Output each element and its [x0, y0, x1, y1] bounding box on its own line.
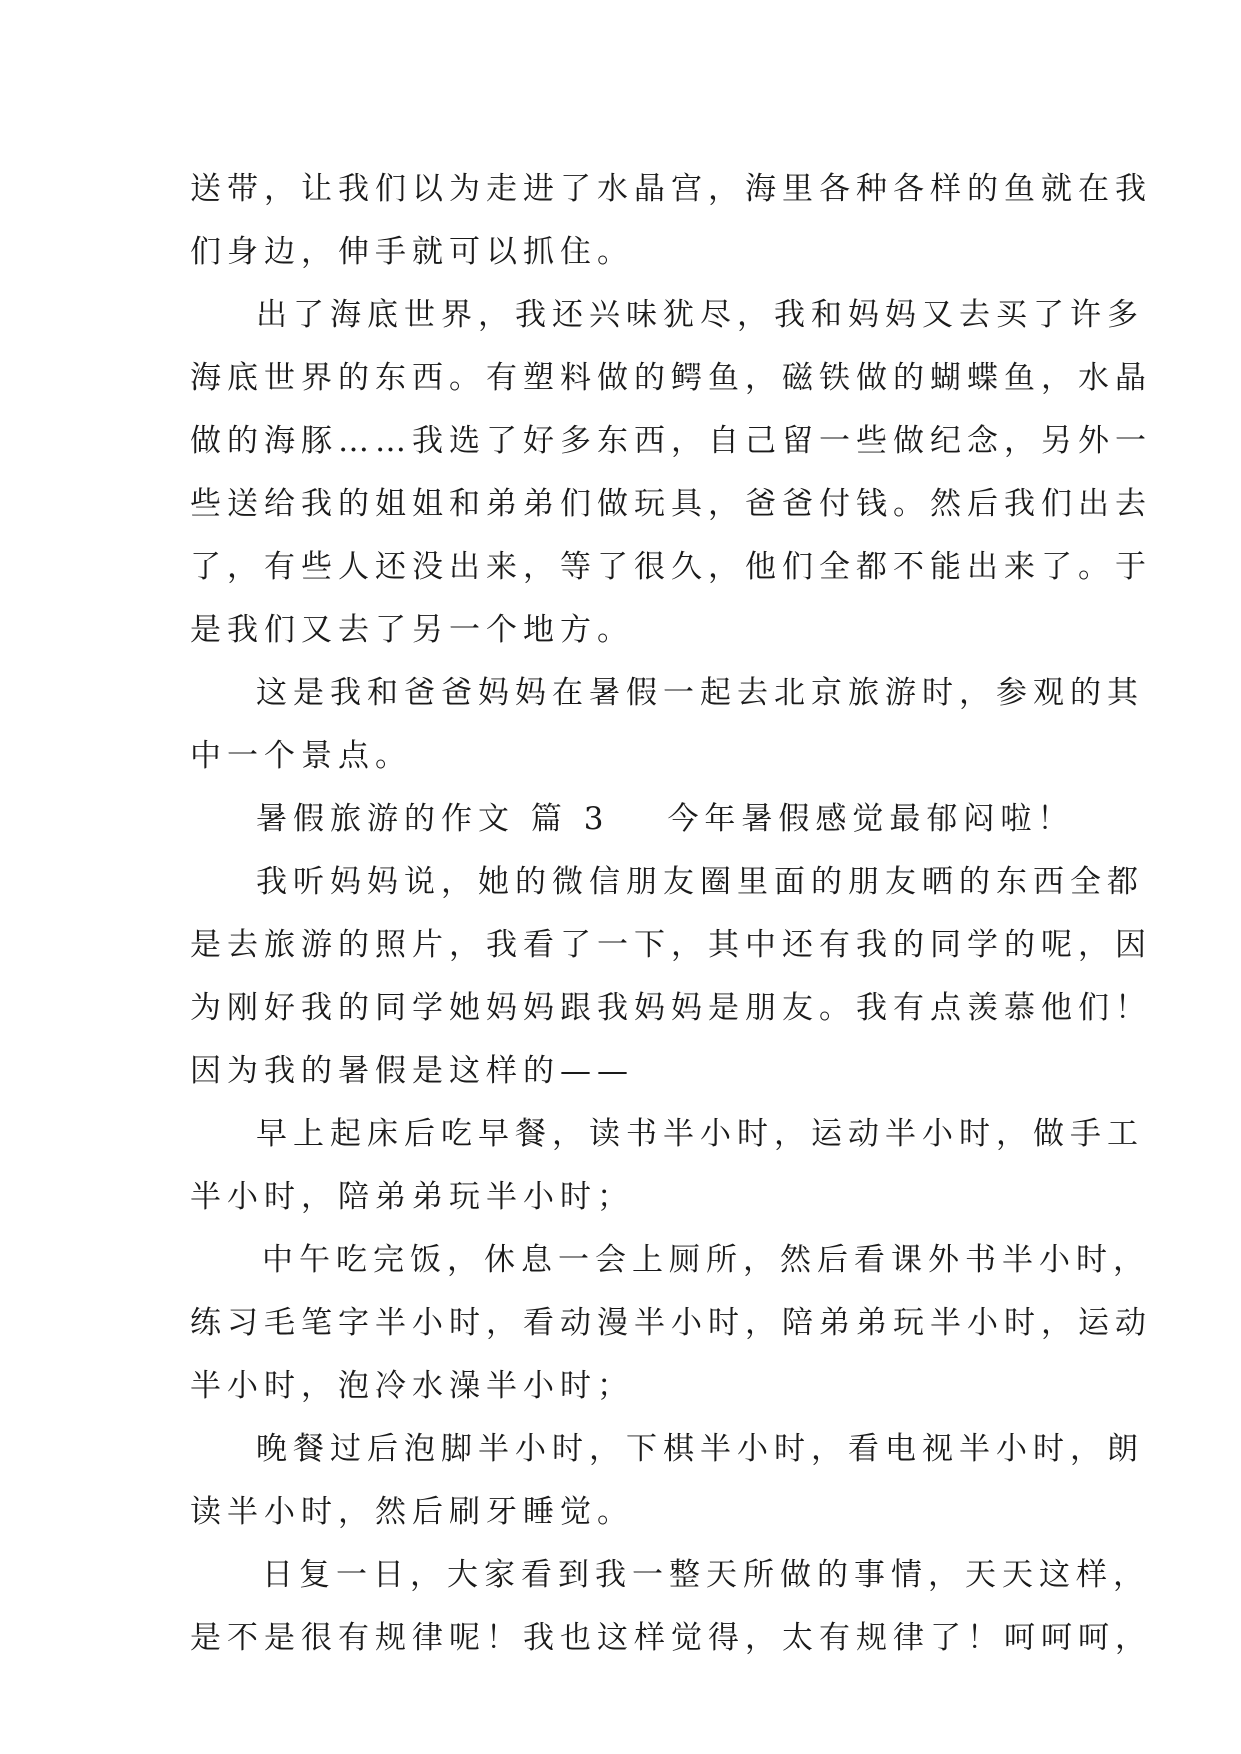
text-line: 海底世界的东西。有塑料做的鳄鱼，磁铁做的蝴蝶鱼，水晶: [190, 360, 1152, 396]
text-line: 晚餐过后泡脚半小时，下棋半小时，看电视半小时，朗: [256, 1431, 1144, 1467]
essay-body: [190, 158, 1152, 1670]
section-subtitle: 今年暑假感觉最郁闷啦！: [667, 801, 1075, 837]
text-line: 做的海豚……我选了好多东西，自己留一些做纪念，另外一: [190, 423, 1152, 459]
text-line: 中一个景点。: [190, 738, 412, 774]
text-line: 们身边，伸手就可以抓住。: [190, 234, 634, 270]
text-line: 中午吃完饭，休息一会上厕所，然后看课外书半小时，: [262, 1242, 1150, 1278]
text-line: 日复一日，大家看到我一整天所做的事情，天天这样，: [262, 1557, 1150, 1593]
text-line: 是不是很有规律呢！我也这样觉得，太有规律了！呵呵呵，: [190, 1620, 1152, 1656]
text-line: 读半小时，然后刷牙睡觉。: [190, 1494, 634, 1530]
section-heading: [190, 788, 1075, 851]
text-line: 半小时，泡冷水澡半小时；: [190, 1368, 634, 1404]
text-line: 送带，让我们以为走进了水晶宫，海里各种各样的鱼就在我: [190, 171, 1152, 207]
text-line: 为刚好我的同学她妈妈跟我妈妈是朋友。我有点羡慕他们！: [190, 990, 1152, 1026]
text-line: 练习毛笔字半小时，看动漫半小时，陪弟弟玩半小时，运动: [190, 1305, 1152, 1341]
text-line: 我听妈妈说，她的微信朋友圈里面的朋友晒的东西全都: [256, 864, 1144, 900]
text-line: 半小时，陪弟弟玩半小时；: [190, 1179, 634, 1215]
text-line: 因为我的暑假是这样的——: [190, 1053, 634, 1089]
text-line: 这是我和爸爸妈妈在暑假一起去北京旅游时，参观的其: [256, 675, 1144, 711]
text-line: 是去旅游的照片，我看了一下，其中还有我的同学的呢，因: [190, 927, 1152, 963]
text-line: 早上起床后吃早餐，读书半小时，运动半小时，做手工: [256, 1116, 1144, 1152]
text-line: 了，有些人还没出来，等了很久，他们全都不能出来了。于: [190, 549, 1152, 585]
text-line: 是我们又去了另一个地方。: [190, 612, 634, 648]
section-title: 暑假旅游的作文 篇 3: [256, 801, 610, 837]
text-line: 出了海底世界，我还兴味犹尽，我和妈妈又去买了许多: [256, 297, 1144, 333]
text-line: 些送给我的姐姐和弟弟们做玩具，爸爸付钱。然后我们出去: [190, 486, 1152, 522]
